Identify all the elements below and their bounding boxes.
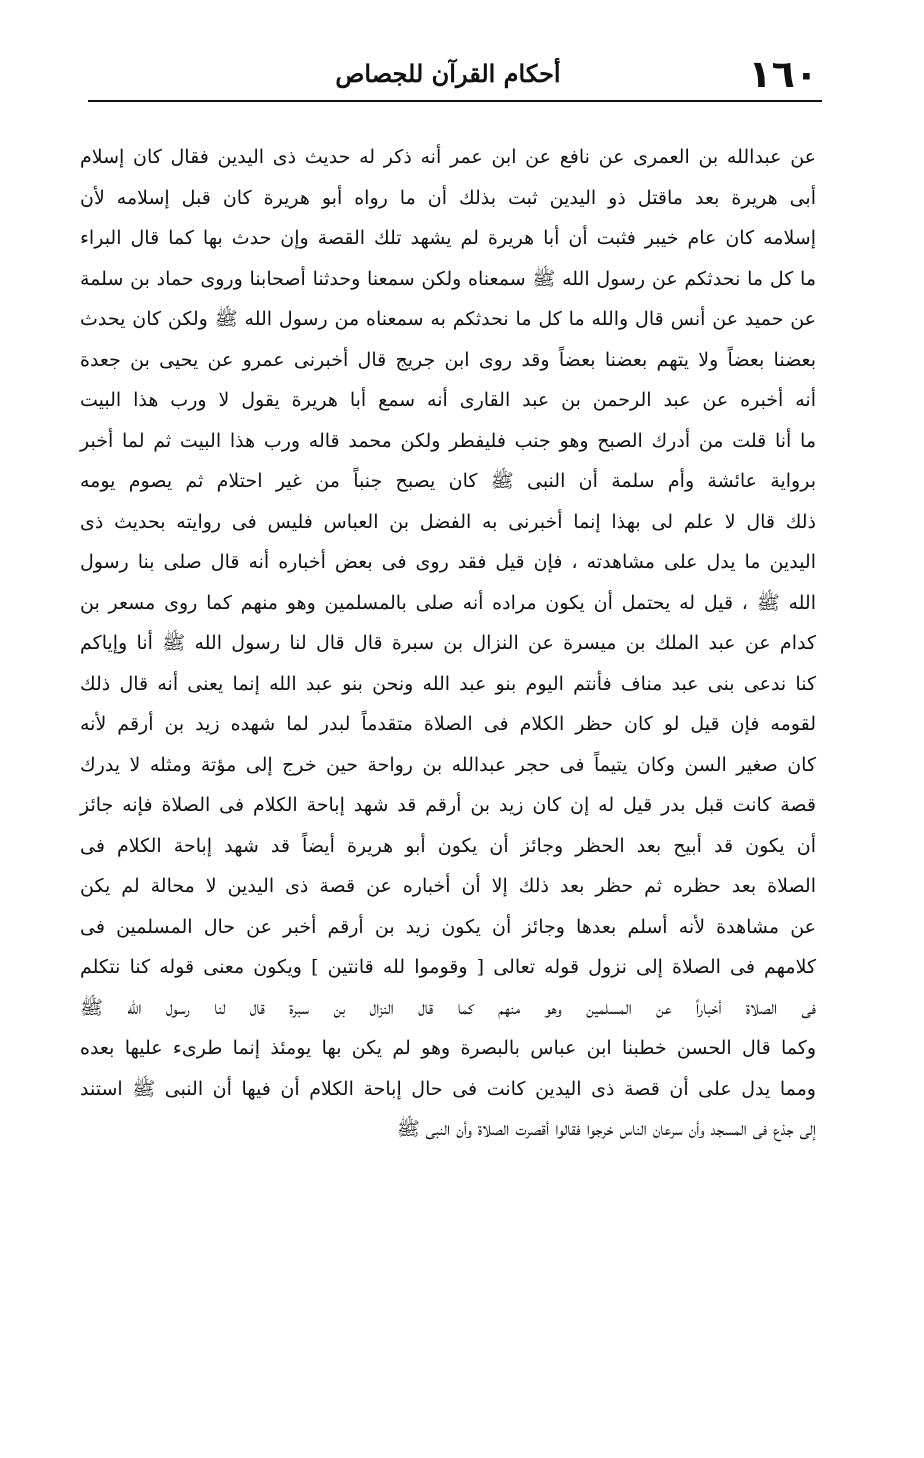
text-line: إلى جذع فى المسجد وأن سرعان الناس خرجوا فقالوا أقصرت الصلاة وأن النبى ﷺ bbox=[396, 1118, 816, 1140]
body-text bbox=[80, 137, 816, 1273]
text-line: عن مشاهدة لأنه أسلم بعدها وجائز أن يكون زيد بن أرقم أخبر عن حال المسلمين فى bbox=[80, 915, 816, 938]
text-line: برواية عائشة وأم سلمة أن النبى ﷺ كان يصبح جنباً من غير احتلام ثم يصوم يومه bbox=[80, 470, 816, 492]
text-line: كنا ندعى بنى عبد مناف فأنتم اليوم بنو عبد الله ونحن بنو عبد الله إنما يعنى أنه قال ذلك bbox=[80, 672, 816, 695]
text-line: قصة كانت قبل بدر قيل له إن كان زيد بن أرقم قد شهد إباحة الكلام فى الصلاة فإنه جائز bbox=[80, 794, 816, 816]
header-rule bbox=[88, 100, 822, 102]
text-line: ما أنا قلت من أدرك الصبح وهو جنب فليفطر ولكن محمد قاله ورب هذا البيت ثم لما أخبر bbox=[80, 429, 816, 452]
text-line: الله ﷺ ، قيل له يحتمل أن يكون مراده أنه صلى بالمسلمين وهو منهم كما روى مسعر بن bbox=[80, 591, 816, 614]
text-line: عن حميد عن أنس قال والله ما كل ما نحدثكم به سمعناه من رسول الله ﷺ ولكن كان يحدث bbox=[80, 308, 816, 330]
text-line: كان صغير السن وكان يتيماً فى حجر عبدالله بن رواحة حين خرج إلى مؤتة ومثله لا يدرك bbox=[80, 753, 816, 776]
text-line: ومما يدل على أن قصة ذى اليدين كانت فى حال إباحة الكلام أن فيها أن النبى ﷺ استند bbox=[80, 1077, 816, 1100]
text-line: اليدين ما يدل على مشاهدته ، فإن قيل فقد روى فى بعض أخباره أنه قال صلى بنا رسول bbox=[80, 551, 816, 573]
text-line: عن عبدالله بن العمرى عن نافع عن ابن عمر أنه ذكر له حديث ذى اليدين فقال كان إسلام bbox=[80, 146, 816, 168]
text-line: ذلك قال لا علم لى بهذا إنما أخبرنى به الفضل بن العباس فليس فى روايته بحديث ذى bbox=[80, 510, 816, 533]
text-line: لقومه فإن قيل لو كان حظر الكلام فى الصلاة متقدماً لبدر لما شهده زيد بن أرقم لأنه bbox=[80, 713, 816, 735]
page-number: ١٦٠ bbox=[748, 52, 818, 96]
text-line: كلامهم فى الصلاة إلى نزول قوله تعالى [ وقوموا لله قانتين ] ويكون معنى قوله كنا نتكلم bbox=[80, 956, 816, 978]
text-line: الصلاة بعد حظره ثم حظر بعد ذلك إلا أن أخباره عن قصة ذى اليدين لا محالة لم يكن bbox=[80, 875, 816, 897]
text-line: فى الصلاة أخباراً عن المسلمين وهو منهم كما قال النزال بن سبرة قال لنا رسول الله ﷺ bbox=[80, 996, 816, 1019]
text-line: كدام عن عبد الملك بن ميسرة عن النزال بن سبرة قال قال لنا رسول الله ﷺ أنا وإياكم bbox=[80, 632, 816, 654]
text-line: أنه أخبره عن عبد الرحمن بن عبد القارى أنه سمع أبا هريرة يقول لا ورب هذا البيت bbox=[80, 389, 816, 411]
text-line: إسلامه كان عام خيبر فثبت أن أبا هريرة لم يشهد تلك القصة وإن حدث بها كما قال البراء bbox=[80, 227, 816, 249]
text-line: وكما قال الحسن خطبنا ابن عباس بالبصرة وهو لم يكن بها يومئذ إنما طرىء عليها بعده bbox=[80, 1037, 816, 1059]
page-header bbox=[78, 52, 818, 96]
running-title: أحكام القرآن للجصاص bbox=[335, 59, 561, 88]
text-line: أن يكون قد أبيح بعد الحظر وجائز أن يكون أبو هريرة أيضاً قد شهد إباحة الكلام فى bbox=[80, 834, 816, 857]
text-line: ما كل ما نحدثكم عن رسول الله ﷺ سمعناه ولكن سمعنا وحدثنا أصحابنا وروى حماد بن سلمة bbox=[80, 267, 816, 290]
text-line: بعضنا بعضاً ولا يتهم بعضنا بعضاً وقد روى ابن جريج قال أخبرنى عمرو عن يحيى بن جعدة bbox=[80, 348, 816, 371]
text-line: أبى هريرة بعد ماقتل ذو اليدين ثبت بذلك أن ما رواه أبو هريرة كان قبل إسلامه لأن bbox=[80, 186, 816, 209]
